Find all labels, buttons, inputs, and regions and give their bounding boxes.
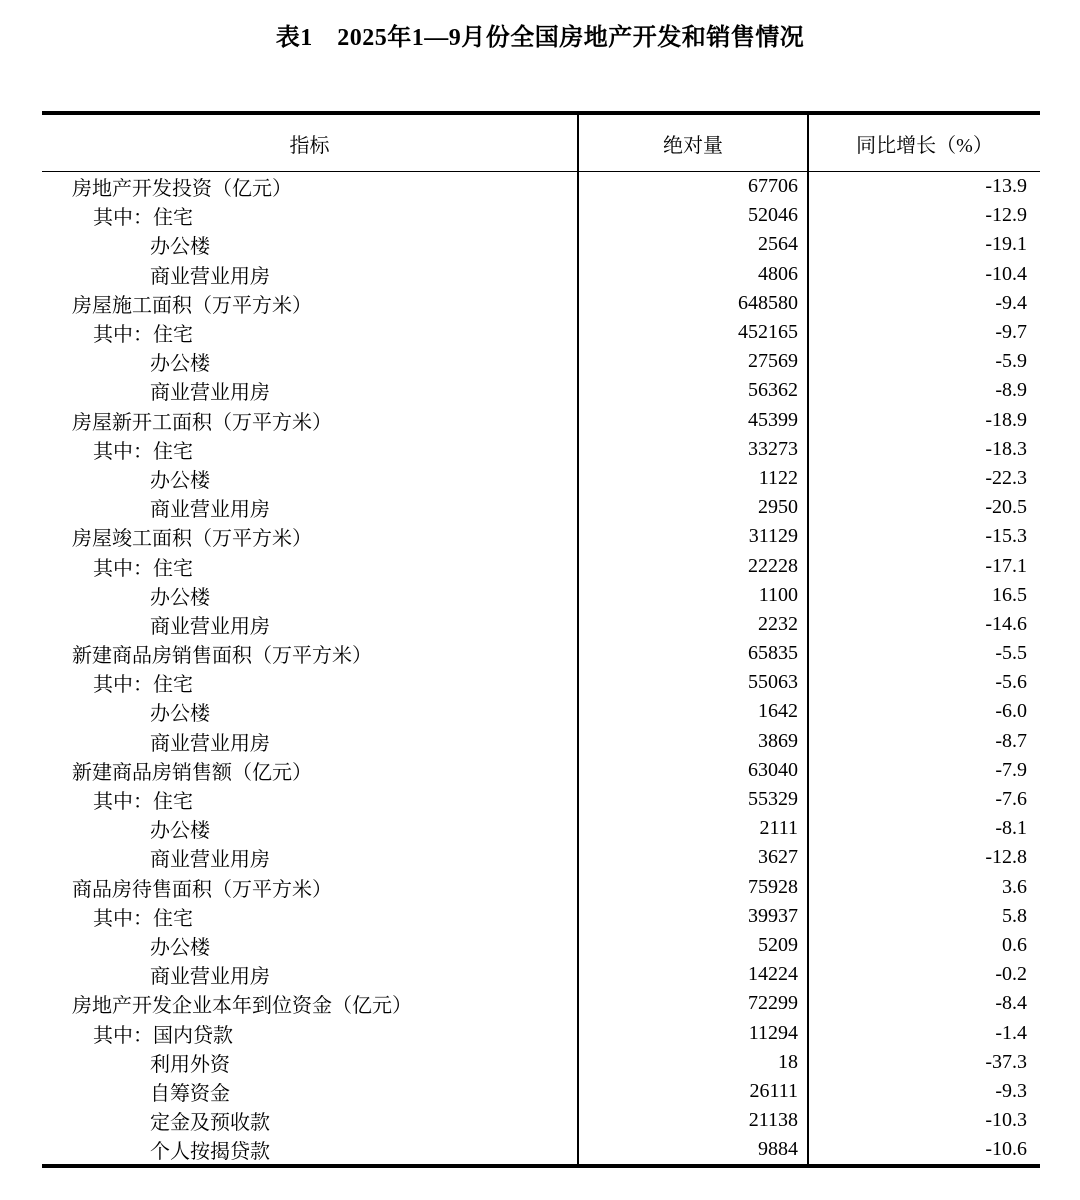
- table-row: [42, 843, 1040, 872]
- yoy-growth-value: -13.9: [808, 172, 1040, 202]
- indicator-label: 其中：国内贷款: [93, 1024, 233, 1047]
- yoy-growth-value: -37.3: [808, 1048, 1040, 1077]
- table-row: [42, 668, 1040, 697]
- yoy-growth-value: -17.1: [808, 551, 1040, 580]
- absolute-amount-value: 31129: [578, 522, 808, 551]
- absolute-amount-value: 21138: [578, 1106, 808, 1135]
- absolute-amount-value: 55329: [578, 785, 808, 814]
- absolute-amount-value: 4806: [578, 260, 808, 289]
- table-row: [42, 639, 1040, 668]
- absolute-amount-value: 2111: [578, 814, 808, 843]
- table-row: [42, 1048, 1040, 1077]
- table-row: [42, 230, 1040, 259]
- absolute-amount-value: 63040: [578, 756, 808, 785]
- table-row: [42, 1106, 1040, 1135]
- absolute-amount-value: 39937: [578, 902, 808, 931]
- indicator-label: 房屋新开工面积（万平方米）: [72, 411, 332, 434]
- yoy-growth-value: -9.4: [808, 289, 1040, 318]
- table-row: [42, 610, 1040, 639]
- absolute-amount-value: 14224: [578, 960, 808, 989]
- yoy-growth-value: 16.5: [808, 581, 1040, 610]
- absolute-amount-value: 52046: [578, 201, 808, 230]
- indicator-label: 房地产开发企业本年到位资金（亿元）: [72, 995, 412, 1018]
- indicator-label: 办公楼: [150, 236, 210, 259]
- table-body: [42, 172, 1040, 1167]
- absolute-amount-value: 648580: [578, 289, 808, 318]
- yoy-growth-value: -5.5: [808, 639, 1040, 668]
- table-row: [42, 756, 1040, 785]
- table-row: [42, 318, 1040, 347]
- yoy-growth-value: 5.8: [808, 902, 1040, 931]
- header-row: [42, 113, 1040, 172]
- yoy-growth-value: -18.3: [808, 435, 1040, 464]
- indicator-label: 新建商品房销售额（亿元）: [72, 761, 312, 784]
- table-row: [42, 873, 1040, 902]
- yoy-growth-value: -9.3: [808, 1077, 1040, 1106]
- indicator-label: 办公楼: [150, 353, 210, 376]
- table-row: [42, 522, 1040, 551]
- yoy-growth-value: -10.4: [808, 260, 1040, 289]
- table-row: [42, 201, 1040, 230]
- table-row: [42, 727, 1040, 756]
- absolute-amount-value: 1100: [578, 581, 808, 610]
- yoy-growth-value: -5.6: [808, 668, 1040, 697]
- table-row: [42, 551, 1040, 580]
- table-row: [42, 435, 1040, 464]
- absolute-amount-value: 9884: [578, 1135, 808, 1166]
- table-row: [42, 289, 1040, 318]
- absolute-amount-value: 22228: [578, 551, 808, 580]
- indicator-label: 个人按揭贷款: [150, 1141, 270, 1164]
- indicator-label: 办公楼: [150, 820, 210, 843]
- table-row: [42, 960, 1040, 989]
- yoy-growth-value: -22.3: [808, 464, 1040, 493]
- absolute-amount-value: 452165: [578, 318, 808, 347]
- indicator-label: 房屋竣工面积（万平方米）: [72, 528, 312, 551]
- yoy-growth-value: -12.9: [808, 201, 1040, 230]
- yoy-growth-value: -0.2: [808, 960, 1040, 989]
- yoy-growth-value: -8.4: [808, 989, 1040, 1018]
- indicator-label: 定金及预收款: [150, 1112, 270, 1135]
- absolute-amount-value: 55063: [578, 668, 808, 697]
- yoy-growth-value: -12.8: [808, 843, 1040, 872]
- stats-table: [42, 111, 1040, 1168]
- yoy-growth-value: -8.1: [808, 814, 1040, 843]
- absolute-amount-value: 5209: [578, 931, 808, 960]
- yoy-growth-value: -15.3: [808, 522, 1040, 551]
- page-title: 表1 2025年1—9月份全国房地产开发和销售情况: [275, 25, 805, 51]
- table-row: [42, 902, 1040, 931]
- absolute-amount-value: 2232: [578, 610, 808, 639]
- absolute-amount-value: 27569: [578, 347, 808, 376]
- yoy-growth-value: -7.6: [808, 785, 1040, 814]
- absolute-amount-value: 1122: [578, 464, 808, 493]
- column-header-yoy-growth: 同比增长（%）: [808, 113, 1040, 172]
- yoy-growth-value: 0.6: [808, 931, 1040, 960]
- absolute-amount-value: 11294: [578, 1018, 808, 1047]
- absolute-amount-value: 33273: [578, 435, 808, 464]
- yoy-growth-value: -9.7: [808, 318, 1040, 347]
- table-row: [42, 697, 1040, 726]
- indicator-label: 商业营业用房: [150, 849, 270, 872]
- indicator-label: 其中：住宅: [93, 674, 193, 697]
- indicator-label: 利用外资: [150, 1053, 230, 1076]
- indicator-label: 办公楼: [150, 703, 210, 726]
- indicator-label: 办公楼: [150, 469, 210, 492]
- indicator-label: 商业营业用房: [150, 499, 270, 522]
- absolute-amount-value: 2564: [578, 230, 808, 259]
- table-row: [42, 172, 1040, 202]
- column-header-indicator: 指标: [42, 113, 578, 172]
- table-row: [42, 260, 1040, 289]
- yoy-growth-value: -20.5: [808, 493, 1040, 522]
- indicator-label: 商业营业用房: [150, 966, 270, 989]
- column-header-absolute-amount: 绝对量: [578, 113, 808, 172]
- indicator-label: 商品房待售面积（万平方米）: [72, 878, 332, 901]
- table-row: [42, 581, 1040, 610]
- indicator-label: 商业营业用房: [150, 732, 270, 755]
- absolute-amount-value: 18: [578, 1048, 808, 1077]
- indicator-label: 其中：住宅: [93, 907, 193, 930]
- table-row: [42, 931, 1040, 960]
- absolute-amount-value: 65835: [578, 639, 808, 668]
- indicator-label: 其中：住宅: [93, 791, 193, 814]
- absolute-amount-value: 45399: [578, 406, 808, 435]
- table-row: [42, 1018, 1040, 1047]
- table-row: [42, 493, 1040, 522]
- table-row: [42, 1077, 1040, 1106]
- indicator-label: 商业营业用房: [150, 615, 270, 638]
- yoy-growth-value: -19.1: [808, 230, 1040, 259]
- absolute-amount-value: 3869: [578, 727, 808, 756]
- yoy-growth-value: -10.6: [808, 1135, 1040, 1166]
- absolute-amount-value: 26111: [578, 1077, 808, 1106]
- indicator-label: 其中：住宅: [93, 207, 193, 230]
- indicator-label: 其中：住宅: [93, 324, 193, 347]
- yoy-growth-value: -6.0: [808, 697, 1040, 726]
- table-row: [42, 464, 1040, 493]
- absolute-amount-value: 2950: [578, 493, 808, 522]
- yoy-growth-value: -1.4: [808, 1018, 1040, 1047]
- yoy-growth-value: -8.9: [808, 376, 1040, 405]
- absolute-amount-value: 1642: [578, 697, 808, 726]
- yoy-growth-value: -5.9: [808, 347, 1040, 376]
- table-row: [42, 989, 1040, 1018]
- table-row: [42, 406, 1040, 435]
- table-row: [42, 814, 1040, 843]
- yoy-growth-value: 3.6: [808, 873, 1040, 902]
- absolute-amount-value: 72299: [578, 989, 808, 1018]
- absolute-amount-value: 56362: [578, 376, 808, 405]
- indicator-label: 房屋施工面积（万平方米）: [72, 294, 312, 317]
- absolute-amount-value: 3627: [578, 843, 808, 872]
- yoy-growth-value: -10.3: [808, 1106, 1040, 1135]
- indicator-label: 商业营业用房: [150, 265, 270, 288]
- indicator-label: 其中：住宅: [93, 440, 193, 463]
- indicator-label: 房地产开发投资（亿元）: [72, 178, 292, 201]
- absolute-amount-value: 75928: [578, 873, 808, 902]
- table-row: [42, 347, 1040, 376]
- indicator-label: 办公楼: [150, 936, 210, 959]
- indicator-label: 其中：住宅: [93, 557, 193, 580]
- indicator-label: 办公楼: [150, 586, 210, 609]
- table-row: [42, 1135, 1040, 1166]
- yoy-growth-value: -8.7: [808, 727, 1040, 756]
- table-row: [42, 376, 1040, 405]
- yoy-growth-value: -18.9: [808, 406, 1040, 435]
- absolute-amount-value: 67706: [578, 172, 808, 202]
- indicator-label: 商业营业用房: [150, 382, 270, 405]
- indicator-label: 新建商品房销售面积（万平方米）: [72, 645, 372, 668]
- yoy-growth-value: -7.9: [808, 756, 1040, 785]
- yoy-growth-value: -14.6: [808, 610, 1040, 639]
- table-row: [42, 785, 1040, 814]
- indicator-label: 自筹资金: [150, 1082, 230, 1105]
